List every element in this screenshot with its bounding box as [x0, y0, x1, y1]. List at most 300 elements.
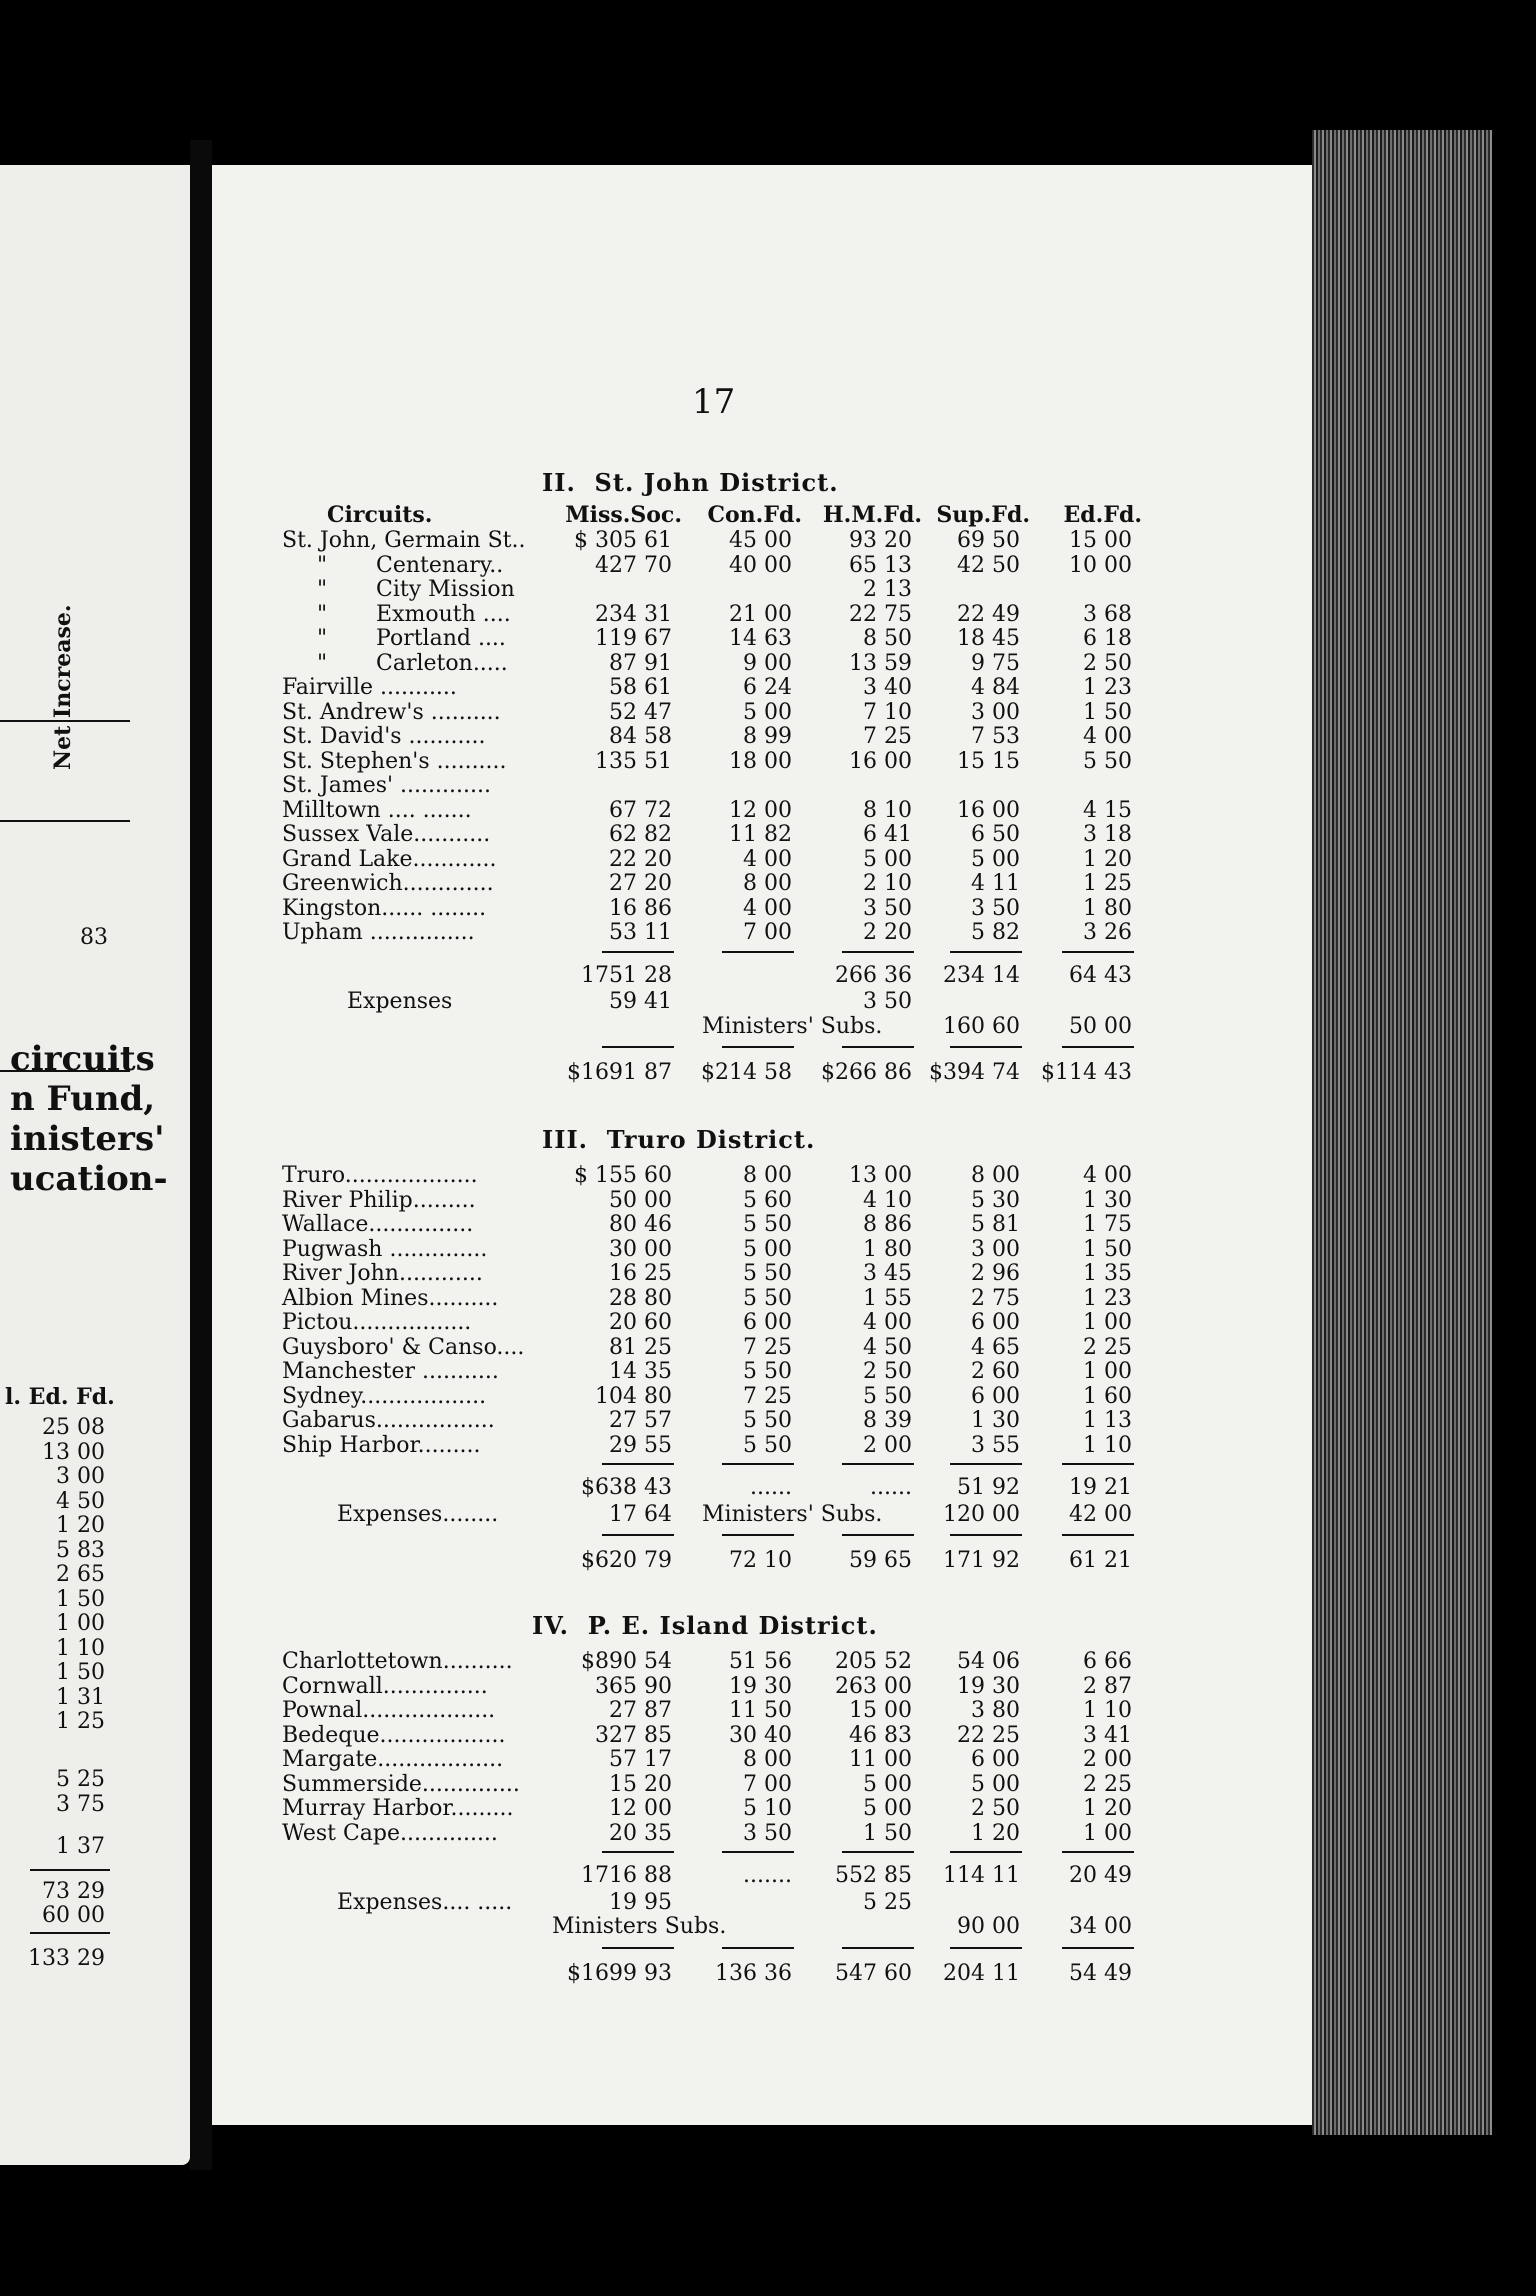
- table-cell: 2 25: [1083, 1771, 1132, 1797]
- table-cell: 57 17: [609, 1747, 672, 1772]
- circuit-name: " Exmouth ....: [282, 601, 511, 627]
- subtotal-cell: ......: [870, 1475, 912, 1500]
- circuit-name: Manchester ...........: [282, 1359, 499, 1384]
- table-cell: 1 00: [1083, 1359, 1132, 1384]
- table-cell: $ 155 60: [574, 1163, 672, 1188]
- table-cell: 65 13: [849, 552, 912, 578]
- table-cell: 4 00: [1083, 1163, 1132, 1188]
- left-ed-fd-header: l. Ed. Fd.: [5, 1384, 115, 1410]
- table-cell: 5 50: [743, 1432, 792, 1458]
- table-cell: 3 80: [971, 1698, 1020, 1723]
- circuit-name: Greenwich.............: [282, 871, 494, 896]
- table-cell: 7 53: [971, 724, 1020, 749]
- table-cell: 5 50: [743, 1408, 792, 1433]
- circuit-name: Pugwash ..............: [282, 1236, 488, 1262]
- circuit-name: St. John, Germain St..: [282, 528, 526, 553]
- total-cell: 59 65: [849, 1548, 912, 1573]
- table-cell: 53 11: [609, 920, 672, 945]
- left-ed-fd-value: 3 00: [56, 1464, 105, 1489]
- circuit-name: Sydney..................: [282, 1383, 487, 1409]
- ministers-subs-cell: 34 00: [1069, 1914, 1132, 1939]
- table-cell: 2 00: [1083, 1747, 1132, 1772]
- subtotal-cell: 1751 28: [581, 962, 672, 988]
- subtotal-cell: $638 43: [581, 1475, 672, 1500]
- expenses-label: Expenses........: [337, 1501, 499, 1527]
- table-cell: 5 60: [743, 1187, 792, 1213]
- table-cell: $ 305 61: [574, 528, 672, 553]
- table-cell: 12 00: [609, 1796, 672, 1821]
- subtotal-cell: 20 49: [1069, 1863, 1132, 1888]
- table-cell: 93 20: [849, 528, 912, 553]
- table-cell: 6 00: [971, 1310, 1020, 1335]
- table-cell: 15 15: [957, 748, 1020, 774]
- table-cell: 6 18: [1083, 626, 1132, 651]
- table-cell: 9 00: [743, 650, 792, 676]
- table-cell: 2 96: [971, 1261, 1020, 1286]
- left-ed-fd-value: 3 75: [56, 1791, 105, 1817]
- table-cell: 20 60: [609, 1310, 672, 1335]
- left-ed-fd-value: 2 65: [56, 1562, 105, 1587]
- total-cell: 204 11: [943, 1960, 1020, 1986]
- table-cell: 205 52: [835, 1649, 912, 1674]
- table-cell: 8 00: [743, 1163, 792, 1188]
- column-rule: [722, 951, 794, 953]
- table-cell: 27 87: [609, 1698, 672, 1723]
- total-cell: $114 43: [1041, 1060, 1132, 1085]
- table-cell: 18 45: [957, 626, 1020, 651]
- table-cell: 3 55: [971, 1432, 1020, 1458]
- expenses-cell: 59 41: [609, 989, 672, 1014]
- column-header-circuits: Circuits.: [327, 502, 433, 528]
- expenses-cell: 17 64: [609, 1501, 672, 1527]
- table-cell: 1 55: [863, 1285, 912, 1311]
- circuit-name: Ship Harbor.........: [282, 1432, 481, 1458]
- table-cell: 2 87: [1083, 1673, 1132, 1699]
- total-cell: 547 60: [835, 1960, 912, 1986]
- table-cell: 19 30: [957, 1673, 1020, 1699]
- table-cell: 5 30: [971, 1187, 1020, 1213]
- table-cell: 14 35: [609, 1359, 672, 1384]
- table-cell: 2 25: [1083, 1334, 1132, 1360]
- table-cell: 5 00: [863, 1771, 912, 1797]
- left-ed-fd-value: 5 25: [56, 1767, 105, 1792]
- net-increase-header: Net Increase.: [50, 604, 76, 770]
- subtotal-cell: .......: [743, 1863, 792, 1888]
- table-cell: 1 30: [1083, 1187, 1132, 1213]
- ministers-subs-cell: 160 60: [943, 1013, 1020, 1039]
- total-cell: 61 21: [1069, 1548, 1132, 1573]
- circuit-name: Summerside..............: [282, 1771, 520, 1797]
- left-ed-fd-value: 1 31: [56, 1684, 105, 1710]
- table-cell: 5 50: [863, 1383, 912, 1409]
- column-rule: [842, 1851, 914, 1853]
- table-cell: $890 54: [581, 1649, 672, 1674]
- table-cell: 8 99: [743, 724, 792, 749]
- table-cell: 1 50: [863, 1820, 912, 1846]
- expenses-cell: 42 00: [1069, 1501, 1132, 1527]
- page: [212, 165, 1312, 2125]
- column-rule: [950, 1947, 1022, 1949]
- table-cell: 8 39: [863, 1408, 912, 1433]
- table-cell: 16 00: [957, 797, 1020, 823]
- book-gutter: [190, 140, 212, 2170]
- left-rule: [30, 1869, 110, 1871]
- circuit-name: St. James' .............: [282, 773, 491, 798]
- district-title: IV. P. E. Island District.: [532, 1611, 878, 1640]
- table-cell: 1 20: [971, 1820, 1020, 1846]
- table-cell: 4 50: [863, 1334, 912, 1360]
- table-cell: 1 00: [1083, 1820, 1132, 1846]
- column-rule: [842, 1463, 914, 1465]
- table-cell: 5 00: [743, 1236, 792, 1262]
- table-cell: 22 20: [609, 846, 672, 872]
- table-cell: 6 00: [971, 1383, 1020, 1409]
- table-cell: 1 13: [1083, 1408, 1132, 1433]
- table-cell: 1 20: [1083, 846, 1132, 872]
- table-cell: 135 51: [595, 748, 672, 774]
- table-cell: 52 47: [609, 699, 672, 725]
- table-cell: 5 50: [743, 1261, 792, 1286]
- table-cell: 2 50: [863, 1359, 912, 1384]
- table-cell: 15 00: [1069, 528, 1132, 553]
- table-cell: 2 10: [863, 871, 912, 896]
- table-cell: 5 10: [743, 1796, 792, 1821]
- table-cell: 119 67: [595, 626, 672, 651]
- column-rule: [842, 951, 914, 953]
- table-cell: 7 00: [743, 920, 792, 945]
- ministers-subs-label: Ministers' Subs.: [702, 1013, 883, 1039]
- district-title: II. St. John District.: [542, 468, 839, 497]
- circuit-name: Cornwall...............: [282, 1673, 488, 1699]
- column-rule: [950, 1534, 1022, 1536]
- table-cell: 18 00: [729, 748, 792, 774]
- table-cell: 11 82: [729, 822, 792, 847]
- table-cell: 4 00: [1083, 724, 1132, 749]
- table-cell: 1 60: [1083, 1383, 1132, 1409]
- table-cell: 365 90: [595, 1673, 672, 1699]
- subtotal-cell: 266 36: [835, 962, 912, 988]
- table-cell: 15 00: [849, 1698, 912, 1723]
- circuit-name: Sussex Vale...........: [282, 822, 491, 847]
- table-cell: 4 00: [743, 846, 792, 872]
- table-cell: 3 18: [1083, 822, 1132, 847]
- left-total-value: 73 29: [42, 1878, 105, 1904]
- table-cell: 1 23: [1083, 1285, 1132, 1311]
- circuit-name: Guysboro' & Canso....: [282, 1334, 525, 1360]
- table-cell: 1 50: [1083, 1236, 1132, 1262]
- column-rule: [722, 1463, 794, 1465]
- table-cell: 3 50: [971, 895, 1020, 921]
- table-cell: 8 50: [863, 626, 912, 651]
- column-rule: [602, 1947, 674, 1949]
- table-cell: 1 23: [1083, 675, 1132, 700]
- table-cell: 1 30: [971, 1408, 1020, 1433]
- left-ed-fd-value: 1 25: [56, 1709, 105, 1734]
- table-cell: 2 13: [863, 577, 912, 602]
- table-cell: 87 91: [609, 650, 672, 676]
- column-header: Con.Fd.: [707, 502, 802, 528]
- table-cell: 3 50: [863, 895, 912, 921]
- table-cell: 22 75: [849, 601, 912, 627]
- total-cell: 72 10: [729, 1548, 792, 1573]
- table-cell: 4 15: [1083, 797, 1132, 823]
- table-cell: 7 25: [863, 724, 912, 749]
- table-cell: 8 00: [743, 1747, 792, 1772]
- total-cell: $1699 93: [567, 1960, 672, 1986]
- table-cell: 9 75: [971, 650, 1020, 676]
- table-cell: 22 49: [957, 601, 1020, 627]
- table-cell: 16 86: [609, 895, 672, 921]
- table-cell: 6 41: [863, 822, 912, 847]
- circuit-name: Kingston...... ........: [282, 895, 487, 921]
- circuit-name: " Centenary..: [282, 552, 504, 578]
- table-cell: 27 20: [609, 871, 672, 896]
- table-cell: 12 00: [729, 797, 792, 823]
- table-cell: 11 50: [729, 1698, 792, 1723]
- column-rule: [1062, 1534, 1134, 1536]
- total-cell: $266 86: [821, 1060, 912, 1085]
- circuit-name: Wallace...............: [282, 1212, 474, 1237]
- ministers-subs-cell: 90 00: [957, 1914, 1020, 1939]
- left-ed-fd-value: 1 20: [56, 1513, 105, 1538]
- expenses-cell: 3 50: [863, 989, 912, 1014]
- column-header: H.M.Fd.: [822, 502, 922, 528]
- subtotal-cell: ......: [750, 1475, 792, 1500]
- district-title: III. Truro District.: [542, 1125, 816, 1154]
- column-rule: [602, 1046, 674, 1048]
- table-cell: 22 25: [957, 1722, 1020, 1748]
- table-cell: 6 66: [1083, 1649, 1132, 1674]
- table-cell: 6 00: [743, 1310, 792, 1335]
- table-cell: 3 45: [863, 1261, 912, 1286]
- circuit-name: Bedeque..................: [282, 1722, 506, 1748]
- table-cell: 2 60: [971, 1359, 1020, 1384]
- circuit-name: Upham ...............: [282, 920, 475, 945]
- expenses-cell: 120 00: [943, 1501, 1020, 1527]
- table-cell: 19 30: [729, 1673, 792, 1699]
- circuit-name: Gabarus.................: [282, 1408, 495, 1433]
- table-cell: 3 40: [863, 675, 912, 700]
- table-cell: 2 75: [971, 1285, 1020, 1311]
- table-cell: 1 35: [1083, 1261, 1132, 1286]
- table-cell: 27 57: [609, 1408, 672, 1433]
- table-cell: 54 06: [957, 1649, 1020, 1674]
- table-cell: 8 00: [971, 1163, 1020, 1188]
- table-cell: 1 00: [1083, 1310, 1132, 1335]
- table-cell: 16 00: [849, 748, 912, 774]
- table-cell: 5 50: [743, 1212, 792, 1237]
- table-cell: 1 10: [1083, 1432, 1132, 1458]
- column-rule: [602, 951, 674, 953]
- table-cell: 46 83: [849, 1722, 912, 1748]
- total-cell: 136 36: [715, 1960, 792, 1986]
- column-header: Miss.Soc.: [565, 502, 682, 528]
- circuit-name: " Portland ....: [282, 626, 506, 651]
- subtotal-cell: 19 21: [1069, 1475, 1132, 1500]
- left-ed-fd-value: 4 50: [56, 1488, 105, 1514]
- table-cell: 1 10: [1083, 1698, 1132, 1723]
- table-cell: 7 10: [863, 699, 912, 725]
- table-cell: 14 63: [729, 626, 792, 651]
- table-cell: 81 25: [609, 1334, 672, 1360]
- subtotal-cell: 234 14: [943, 962, 1020, 988]
- table-cell: 7 25: [743, 1334, 792, 1360]
- table-cell: 4 00: [743, 895, 792, 921]
- column-rule: [1062, 951, 1134, 953]
- subtotal-cell: 51 92: [957, 1475, 1020, 1500]
- column-rule: [842, 1947, 914, 1949]
- table-cell: 5 00: [863, 1796, 912, 1821]
- ministers-subs-label: Ministers' Subs.: [702, 1501, 883, 1527]
- column-rule: [950, 1851, 1022, 1853]
- table-cell: 3 00: [971, 699, 1020, 725]
- table-cell: 4 65: [971, 1334, 1020, 1360]
- column-rule: [602, 1851, 674, 1853]
- column-header: Ed.Fd.: [1063, 502, 1142, 528]
- table-cell: 8 10: [863, 797, 912, 823]
- table-cell: 2 00: [863, 1432, 912, 1458]
- circuit-name: West Cape..............: [282, 1820, 498, 1846]
- column-rule: [950, 1463, 1022, 1465]
- left-ed-fd-value: 5 83: [56, 1537, 105, 1563]
- column-rule: [602, 1463, 674, 1465]
- circuit-name: St. David's ...........: [282, 724, 486, 749]
- table-cell: 1 75: [1083, 1212, 1132, 1237]
- page-edges: [1312, 130, 1492, 2135]
- table-cell: 11 00: [849, 1747, 912, 1772]
- left-fragment: ucation-: [10, 1159, 168, 1199]
- subtotal-cell: 64 43: [1069, 962, 1132, 988]
- total-cell: $620 79: [581, 1548, 672, 1573]
- circuit-name: St. Stephen's ..........: [282, 748, 507, 774]
- circuit-name: Milltown .... .......: [282, 797, 472, 823]
- column-rule: [950, 1046, 1022, 1048]
- table-cell: 6 00: [971, 1747, 1020, 1772]
- table-cell: 8 00: [743, 871, 792, 896]
- table-cell: 5 00: [863, 846, 912, 872]
- table-cell: 2 50: [971, 1796, 1020, 1821]
- table-cell: 62 82: [609, 822, 672, 847]
- table-cell: 5 50: [1083, 748, 1132, 774]
- circuit-name: Margate..................: [282, 1747, 504, 1772]
- column-rule: [1062, 1046, 1134, 1048]
- column-header: Sup.Fd.: [936, 502, 1030, 528]
- table-cell: 42 50: [957, 552, 1020, 578]
- circuit-name: Charlottetown..........: [282, 1649, 513, 1674]
- table-cell: 30 40: [729, 1722, 792, 1748]
- expenses-cell: 5 25: [863, 1889, 912, 1915]
- table-cell: 58 61: [609, 675, 672, 700]
- column-rule: [722, 1534, 794, 1536]
- left-value-83: 83: [80, 925, 108, 950]
- left-ed-fd-value: 1 50: [56, 1586, 105, 1612]
- table-cell: 3 00: [971, 1236, 1020, 1262]
- expenses-cell: 19 95: [609, 1889, 672, 1915]
- subtotal-cell: 552 85: [835, 1863, 912, 1888]
- table-cell: 327 85: [595, 1722, 672, 1748]
- table-cell: 5 50: [743, 1359, 792, 1384]
- table-cell: 4 00: [863, 1310, 912, 1335]
- column-rule: [722, 1947, 794, 1949]
- circuit-name: Pictou.................: [282, 1310, 472, 1335]
- total-cell: 171 92: [943, 1548, 1020, 1573]
- table-cell: 40 00: [729, 552, 792, 578]
- table-cell: 427 70: [595, 552, 672, 578]
- table-cell: 4 10: [863, 1187, 912, 1213]
- circuit-name: " Carleton.....: [282, 650, 508, 676]
- column-rule: [1062, 1463, 1134, 1465]
- table-cell: 7 00: [743, 1771, 792, 1797]
- table-cell: 3 26: [1083, 920, 1132, 945]
- table-cell: 3 41: [1083, 1722, 1132, 1748]
- table-cell: 51 56: [729, 1649, 792, 1674]
- left-fragment: n Fund,: [10, 1079, 156, 1119]
- left-fragment: inisters': [10, 1119, 165, 1159]
- table-cell: 13 00: [849, 1163, 912, 1188]
- left-rule: [30, 1932, 110, 1934]
- table-cell: 13 59: [849, 650, 912, 676]
- table-cell: 4 11: [971, 871, 1020, 896]
- column-rule: [950, 951, 1022, 953]
- table-cell: 5 82: [971, 920, 1020, 945]
- table-cell: 5 00: [743, 699, 792, 725]
- table-cell: 1 25: [1083, 871, 1132, 896]
- table-cell: 1 50: [1083, 699, 1132, 725]
- table-cell: 263 00: [835, 1673, 912, 1699]
- table-cell: 30 00: [609, 1236, 672, 1262]
- left-page: [0, 165, 190, 2165]
- subtotal-cell: 114 11: [943, 1863, 1020, 1888]
- subtotal-cell: 1716 88: [581, 1863, 672, 1888]
- table-cell: 6 24: [743, 675, 792, 700]
- column-rule: [722, 1046, 794, 1048]
- table-cell: 69 50: [957, 528, 1020, 553]
- table-cell: 80 46: [609, 1212, 672, 1237]
- column-rule: [1062, 1947, 1134, 1949]
- table-cell: 5 00: [971, 1771, 1020, 1797]
- table-cell: 1 80: [1083, 895, 1132, 921]
- circuit-name: Pownal...................: [282, 1698, 496, 1723]
- table-cell: 1 80: [863, 1236, 912, 1262]
- table-cell: 15 20: [609, 1771, 672, 1797]
- column-rule: [842, 1046, 914, 1048]
- table-cell: 28 80: [609, 1285, 672, 1311]
- ministers-subs-label: Ministers Subs.: [552, 1914, 727, 1939]
- left-ed-fd-value: 1 10: [56, 1635, 105, 1661]
- circuit-name: Grand Lake............: [282, 846, 497, 872]
- table-cell: 5 00: [971, 846, 1020, 872]
- table-cell: 5 50: [743, 1285, 792, 1311]
- table-cell: 50 00: [609, 1187, 672, 1213]
- table-cell: 16 25: [609, 1261, 672, 1286]
- total-cell: $394 74: [929, 1060, 1020, 1085]
- circuit-name: " City Mission: [282, 577, 515, 602]
- total-cell: $214 58: [701, 1060, 792, 1085]
- table-cell: 4 84: [971, 675, 1020, 700]
- table-cell: 8 86: [863, 1212, 912, 1237]
- column-rule: [722, 1851, 794, 1853]
- left-ed-fd-value: 1 37: [56, 1834, 105, 1859]
- left-fragment: circuits: [10, 1039, 155, 1079]
- table-cell: 10 00: [1069, 552, 1132, 578]
- circuit-name: Truro...................: [282, 1163, 478, 1188]
- circuit-name: River John............: [282, 1261, 483, 1286]
- left-ed-fd-value: 1 50: [56, 1660, 105, 1685]
- total-cell: $1691 87: [567, 1060, 672, 1085]
- table-cell: 234 31: [595, 601, 672, 627]
- table-cell: 67 72: [609, 797, 672, 823]
- circuit-name: River Philip.........: [282, 1187, 476, 1213]
